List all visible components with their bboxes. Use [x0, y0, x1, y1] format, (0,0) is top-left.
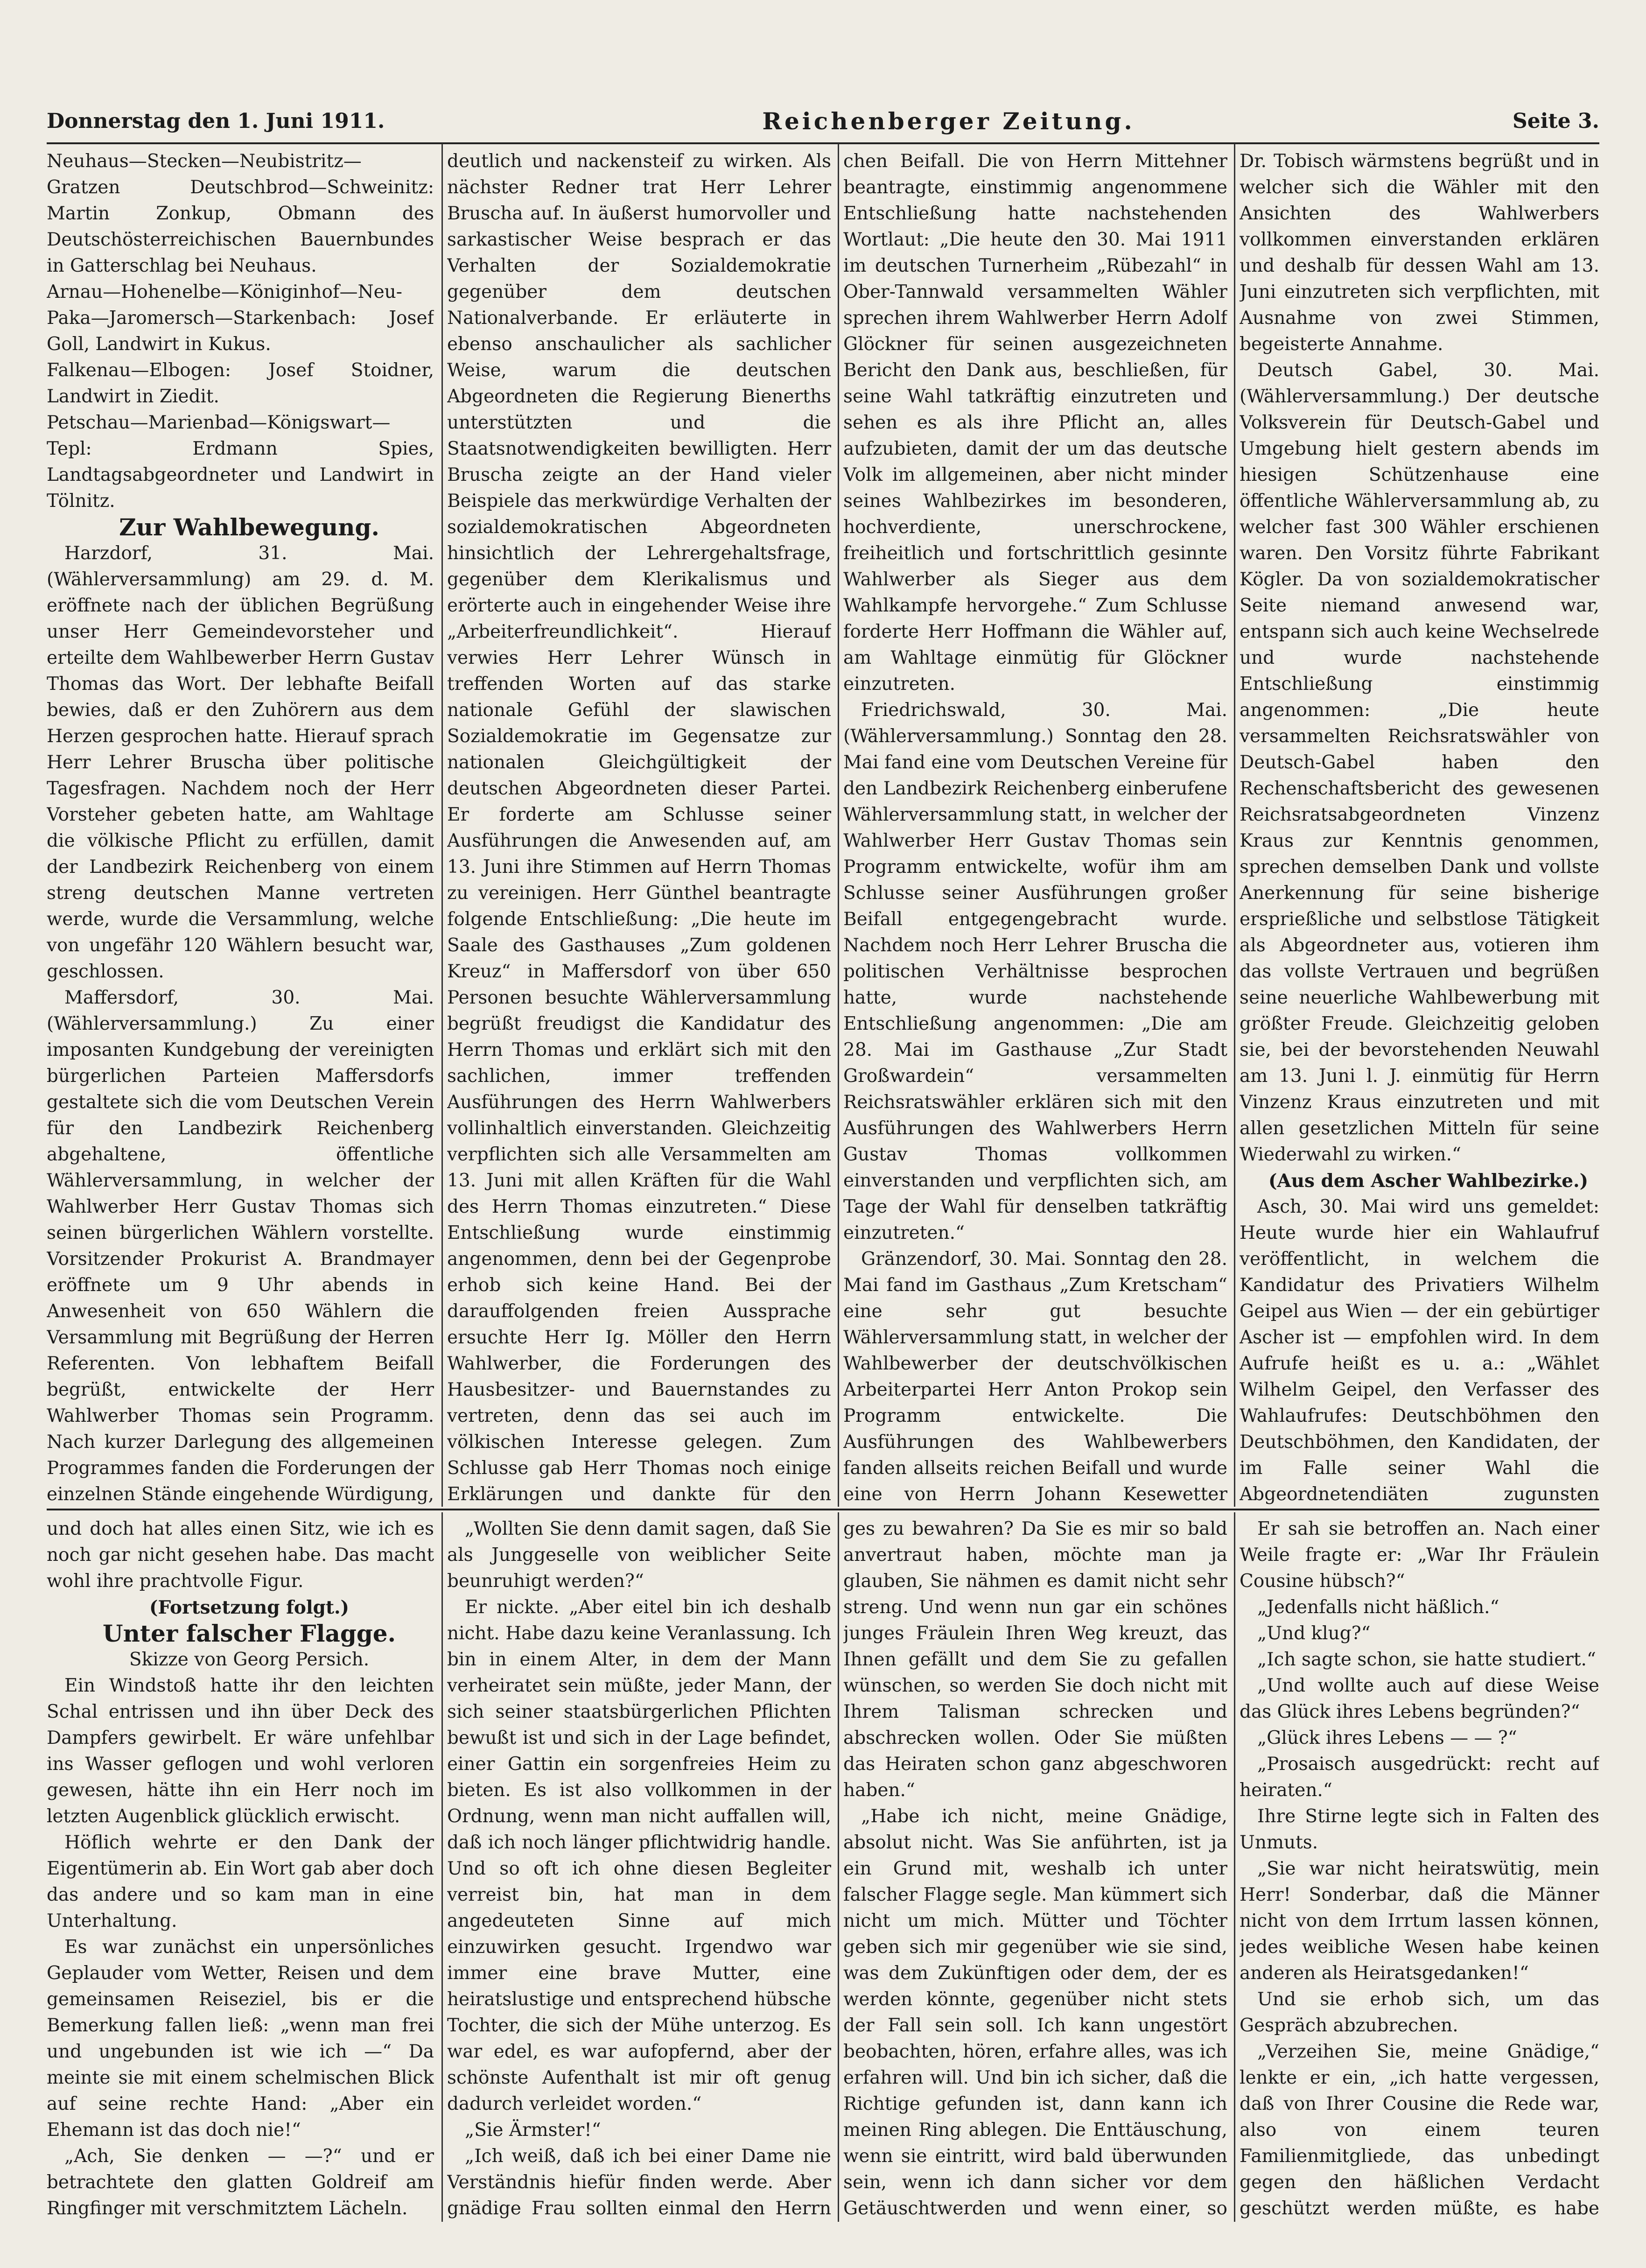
- column-2: [447, 148, 831, 1504]
- story-paragraph: „Und wollte auch auf diese Weise das Glück ihres Lebens begründen?“: [1240, 1675, 1599, 1722]
- story-paragraph: „Ich weiß, daß ich bei einer Dame nie Verständnis hiefür finden werde. Aber gnädige Frau sollten einmal den Herrn: [447, 2146, 831, 2219]
- article-paragraph: Harzdorf, 31. Mai. (Wählerversammlung) am 29. d. M. eröffnete nach der üblichen Begrüßung unser Herr Gemeindevorsteher und erteilte dem Wahlbewerber Herrn Gustav Thomas das Wort. Der lebhafte Beifall bewies, daß er den Zuhörern aus dem Herzen gesprochen hatte. Hierauf sprach Herr Lehrer Bruscha über politische Tagesfragen. Nachdem noch der Herr Vorsteher gebeten hatte, am Wahltage die völkische Pflicht zu erfüllen, damit der Landbezirk Reichenberg von einem streng deutschen Manne vertreten werde, wurde die Versammlung, welche von ungefähr 120 Wählern besucht war, geschlossen.: [47, 543, 434, 982]
- story-paragraph: Er nickte. „Aber eitel bin ich deshalb nicht. Habe dazu keine Veranlassung. Ich bin in einem Alter, in dem der Mann verheiratet sein müßte, jeder Mann, der sich seiner staatsbürgerlichen Pflichten bewußt ist und sich in der Lage befindet, einer Gattin ein sorgenfreies Heim zu bieten. Es ist also vollkommen in der Ordnung, wenn man nicht auffallen will, daß ich noch länger pflichtwidrig handle. Und so oft ich ohne diesen Begleiter verreist bin, hat man in dem angedeuteten Sinne auf mich einzuwirken gesucht. Irgendwo war immer eine brave Mutter, eine heiratslustige und entsprechend hübsche Tochter, die sich der Mühe unterzog. Es war edel, es war aufopfernd, aber der schönste Aufenthalt ist mir oft genug dadurch verleidet worden.“: [447, 1597, 831, 2114]
- feuilleton-column-3: [843, 1516, 1227, 2221]
- story-paragraph: Ihre Stirne legte sich in Falten des Unmuts.: [1240, 1806, 1599, 1853]
- column-rule: [1234, 144, 1235, 1507]
- header-date: Donnerstag den 1. Juni 1911.: [47, 109, 385, 133]
- column-1: [47, 148, 434, 1504]
- story-paragraph: „Ach, Sie denken — —?“ und er betrachtete den glatten Goldreif am Ringfinger mit verschmitztem Lächeln.: [47, 2146, 434, 2219]
- feuilleton-column-4: [1240, 1516, 1599, 2221]
- story-paragraph: Ein Windstoß hatte ihr den leichten Schal entrissen und ihn über Deck des Dampfers gewirbelt. Er wäre unfehlbar ins Wasser geflogen und wohl verloren gewesen, hätte ihn ein Herr noch im letzten Augenblick glücklich erwischt.: [47, 1675, 434, 1827]
- article-paragraph: Friedrichswald, 30. Mai. (Wählerversammlung.) Sonntag den 28. Mai fand eine vom Deutschen Vereine für den Landbezirk Reichenberg einberufene Wählerversammlung statt, in welcher der Wahlwerber Herr Gustav Thomas sein Programm entwickelte, wofür ihm am Schlusse seiner Ausführungen großer Beifall entgegengebracht wurde. Nachdem noch Herr Lehrer Bruscha die politischen Verhältnisse besprochen hatte, wurde nachstehende Entschließung angenommen: „Die am 28. Mai im Gasthause „Zur Stadt Großwardein“ versammelten Reichsratswähler erklären sich mit den Ausführungen des Wahlwerbers Herrn Gustav Thomas vollkommen einverstanden und verpflichten sich, am Tage der Wahl für denselben tatkräftig einzutreten.“: [843, 700, 1227, 1243]
- story-paragraph: „Prosaisch ausgedrückt: recht auf heiraten.“: [1240, 1754, 1599, 1801]
- column-rule: [1234, 1512, 1235, 2222]
- column-3: [843, 148, 1227, 1504]
- article-paragraph: Maffersdorf, 30. Mai. (Wählerversammlung.) Zu einer imposanten Kundgebung der vereinigten bürgerlichen Parteien Maffersdorfs gestaltete sich die vom Deutschen Verein für den Landbezirk Reichenberg abgehaltene, öffentliche Wählerversammlung, in welcher der Wahlwerber Herr Gustav Thomas sich seinen bürgerlichen Wählern vorstellte. Vorsitzender Prokurist A. Brandmayer eröffnete um 9 Uhr abends in Anwesenheit von 650 Wählern die Versammlung mit Begrüßung der Herren Referenten. Von lebhaftem Beifall begrüßt, entwickelte der Herr Wahlwerber Thomas sein Programm. Nach kurzer Darlegung des allgemeinen Programmes fanden die Forderungen der einzelnen Stände eingehende Würdigung,: [47, 987, 434, 1504]
- story-paragraph: „Jedenfalls nicht häßlich.“: [1257, 1597, 1499, 1618]
- feuilleton-column-2: [447, 1516, 831, 2221]
- page-header: [47, 99, 1599, 143]
- candidate-entry: Falkenau—Elbogen: Josef Stoidner, Landwirt in Ziedit.: [47, 360, 434, 407]
- column-rule: [441, 144, 443, 1507]
- story-paragraph: Höflich wehrte er den Dank der Eigentümerin ab. Ein Wort gab aber doch das andere und so kam man in eine Unterhaltung.: [47, 1832, 434, 1931]
- story-paragraph: „Verzeihen Sie, meine Gnädige,“ lenkte er ein, „ich hatte vergessen, daß von Ihrer Cousine die Rede war, also von einem teuren Familienmitgliede, das unbedingt gegen den häßlichen Verdacht geschützt werden müßte, es habe: [1240, 2041, 1599, 2219]
- header-rule: [47, 142, 1599, 144]
- candidate-entry: Petschau—Marienbad—Königswart—Tepl: Erdmann Spies, Landtagsabgeordneter und Landwirt in Tölnitz.: [47, 412, 434, 512]
- story-paragraph: „Sie Ärmster!“: [465, 2120, 601, 2141]
- feuilleton-rule: [47, 1509, 1599, 1510]
- story-paragraph: Es war zunächst ein unpersönliches Geplauder vom Wetter, Reisen und dem gemeinsamen Reiseziel, bis er die Bemerkung fallen ließ: „wenn man frei und ungebunden ist wie ich —“ Da meinte sie mit einem schelmischen Blick auf seine rechte Hand: „Aber ein Ehemann ist das doch nie!“: [47, 1937, 434, 2141]
- story-paragraph: „Wollten Sie denn damit sagen, daß Sie als Junggeselle von weiblicher Seite beunruhigt werden?“: [447, 1518, 831, 1592]
- candidate-entry: Neuhaus—Stecken—Neubistritz—Gratzen Deutschbrod—Schweinitz: Martin Zonkup, Obmann des Deutschösterreichischen Bauernbundes in Gatterschlag bei Neuhaus.: [47, 151, 434, 276]
- article-paragraph: deutlich und nackensteif zu wirken. Als nächster Redner trat Herr Lehrer Bruscha auf. In äußerst humorvoller und sarkastischer Weise besprach er das Verhalten der Sozialdemokratie gegenüber dem deutschen Nationalverbande. Er erläuterte in ebenso anschaulicher als sachlicher Weise, warum die deutschen Abgeordneten die Regierung Bienerths unterstützten und die Staatsnotwendigkeiten bewilligten. Herr Bruscha zeigte an der Hand vieler Beispiele das merkwürdige Verhalten der sozialdemokratischen Abgeordneten hinsichtlich der Lehrergehaltsfrage, gegenüber dem Klerikalismus und erörterte auch in eingehender Weise ihre „Arbeiterfreundlichkeit“. Hierauf verwies Herr Lehrer Wünsch in treffenden Worten auf das starke nationale Gefühl der slawischen Sozialdemokratie im Gegensatze zur nationalen Gleichgültigkeit der deutschen Abgeordneten dieser Partei. Er forderte am Schlusse seiner Ausführungen die Anwesenden auf, am 13. Juni ihre Stimmen auf Herrn Thomas zu vereinigen. Herr Günthel beantragte folgende Entschließung: „Die heute im Saale des Gasthauses „Zum goldenen Kreuz“ in Maffersdorf von über 650 Personen besuchte Wählerversammlung begrüßt freudigst die Kandidatur des Herrn Thomas und erklärt sich mit den sachlichen, immer treffenden Ausführungen des Herrn Wahlwerbers vollinhaltlich einverstanden. Gleichzeitig verpflichten sich alle Versammelten am 13. Juni mit allen Kräften für die Wahl des Herrn Thomas einzutreten.“ Diese Entschließung wurde einstimmig angenommen, denn bei der Gegenprobe erhob sich keine Hand. Bei der darauffolgenden freien Aussprache ersuchte Herr Ig. Möller den Herrn Wahlwerber, die Forderungen des Hausbesitzer- und Bauernstandes zu vertreten, denn das sei auch im völkischen Interesse gelegen. Zum Schlusse gab Herr Thomas noch einige Erklärungen und dankte für den: [447, 151, 831, 1504]
- continuation-note: (Fortsetzung folgt.): [149, 1597, 349, 1618]
- story-paragraph: ges zu bewahren? Da Sie es mir so bald anvertraut haben, möchte man ja glauben, Sie nähmen es damit nicht sehr streng. Und wenn nun gar ein schönes junges Fräulein Ihren Weg kreuzt, das Ihnen gefällt und dem Sie zu gefallen wünschen, so werden Sie doch nicht mit Ihrem Talisman schrecken und abschrecken wollen. Oder Sie müßten das Heiraten schon ganz abgeschworen haben.“: [843, 1518, 1227, 1801]
- section-heading: Zur Wahlbewegung.: [119, 513, 379, 541]
- column-rule: [838, 1512, 839, 2222]
- story-paragraph: „Habe ich nicht, meine Gnädige, absolut nicht. Was Sie anführten, ist ja ein Grund mit, weshalb ich unter falscher Flagge segle. Man kümmert sich nicht um mich. Mütter und Töchter geben sich mir gegenüber wie sie sind, was dem Zukünftigen oder dem, der es werden könnte, gegenüber nicht stets der Fall sein soll. Ich kann ungestört beobachten, hören, erfahre alles, was ich erfahren will. Und bin ich sicher, daß die Richtige gefunden ist, dann kann ich meinen Ring ablegen. Die Enttäuschung, wenn sie eintritt, wird bald überwunden sein, wenn ich dann sicher vor dem Getäuschtwerden und wenn einer, so: [843, 1806, 1227, 2219]
- section-subheading: (Aus dem Ascher Wahlbezirke.): [1268, 1170, 1589, 1192]
- candidate-entry: Arnau—Hohenelbe—Königinhof—Neu-Paka—Jaromersch—Starkenbach: Josef Goll, Landwirt in Kukus.: [47, 281, 434, 355]
- story-paragraph: „Sie war nicht heiratswütig, mein Herr! Sonderbar, daß die Männer nicht von dem Irrtum lassen können, jedes weibliche Wesen habe keinen anderen als Heiratsgedanken!“: [1240, 1858, 1599, 1984]
- story-paragraph: „Ich sagte schon, sie hatte studiert.“: [1257, 1649, 1596, 1670]
- column-rule: [838, 144, 839, 1507]
- story-title: Unter falscher Flagge.: [102, 1620, 396, 1647]
- column-4: [1240, 148, 1599, 1504]
- article-paragraph: chen Beifall. Die von Herrn Mittehner beantragte, einstimmig angenommene Entschließung hatte nachstehenden Wortlaut: „Die heute den 30. Mai 1911 im deutschen Turnerheim „Rübezahl“ in Ober-Tannwald versammelten Wähler sprechen ihrem Wahlwerber Herrn Adolf Glöckner für seinen ausgezeichneten Bericht den Dank aus, beschließen, für seine Wahl tatkräftig einzutreten und sehen es als ihre Pflicht an, alles aufzubieten, damit der um das deutsche Volk im allgemeinen, aber nicht minder seines Wahlbezirkes im besonderen, hochverdiente, unerschrockene, freiheitlich und fortschrittlich gesinnte Wahlwerber als Sieger aus dem Wahlkampfe hervorgehe.“ Zum Schlusse forderte Herr Hoffmann die Wähler auf, am Wahltage einmütig für Glöckner einzutreten.: [843, 151, 1227, 695]
- story-paragraph: Und sie erhob sich, um das Gespräch abzubrechen.: [1240, 1989, 1599, 2036]
- page-number: Seite 3.: [1512, 109, 1599, 133]
- serial-ending: und doch hat alles einen Sitz, wie ich es noch gar nicht gesehen habe. Das macht wohl ihre prachtvolle Figur.: [47, 1518, 434, 1592]
- article-paragraph: Asch, 30. Mai wird uns gemeldet: Heute wurde hier ein Wahlaufruf veröffentlicht, in welchem die Kandidatur des Privatiers Wilhelm Geipel aus Wien — der ein gebürtiger Ascher ist — empfohlen wird. In dem Aufrufe heißt es u. a.: „Wählet Wilhelm Geipel, den Verfasser des Wahlaufrufes: Deutschböhmen den Deutschböhmen, den Kandidaten, der im Falle seiner Wahl die Abgeordnetendiäten zugunsten: [1240, 1196, 1599, 1504]
- feuilleton-column-1: [47, 1516, 434, 2221]
- article-paragraph: Gränzendorf, 30. Mai. Sonntag den 28. Mai fand im Gasthaus „Zum Kretscham“ eine sehr gut besuchte Wählerversammlung statt, in welcher der Wahlbewerber der deutschvölkischen Arbeiterpartei Herr Anton Prokop sein Programm entwickelte. Die Ausführungen des Wahlbewerbers fanden allseits reichen Beifall und wurde eine von Herrn Johann Kesewetter: [843, 1249, 1227, 1504]
- column-rule: [441, 1512, 443, 2222]
- article-paragraph: Dr. Tobisch wärmstens begrüßt und in welcher sich die Wähler mit den Ansichten des Wahlwerbers vollkommen einverstanden erklären und deshalb für dessen Wahl am 13. Juni einzutreten sich verpflichten, mit Ausnahme von zwei Stimmen, begeisterte Annahme.: [1240, 151, 1599, 355]
- masthead: Reichenberger Zeitung.: [762, 107, 1135, 135]
- story-paragraph: Er sah sie betroffen an. Nach einer Weile fragte er: „War Ihr Fräulein Cousine hübsch?“: [1240, 1518, 1599, 1592]
- story-paragraph: „Und klug?“: [1257, 1623, 1371, 1644]
- story-paragraph: „Glück ihres Lebens — — ?“: [1257, 1727, 1517, 1748]
- article-paragraph: Deutsch Gabel, 30. Mai. (Wählerversammlung.) Der deutsche Volksverein für Deutsch-Gabel und Umgebung hielt gestern abends im hiesigen Schützenhause eine öffentliche Wählerversammlung ab, zu welcher fast 300 Wähler erschienen waren. Den Vorsitz führte Fabrikant Kögler. Da von sozialdemokratischer Seite niemand anwesend war, entspann sich auch keine Wechselrede und wurde nachstehende Entschließung einstimmig angenommen: „Die heute versammelten Reichsratswähler von Deutsch-Gabel haben den Rechenschaftsbericht des gewesenen Reichsratsabgeordneten Vinzenz Kraus zur Kenntnis genommen, sprechen demselben Dank und vollste Anerkennung für seine bisherige ersprießliche und selbstlose Tätigkeit als Abgeordneter aus, votieren ihm das vollste Vertrauen und begrüßen seine neuerliche Wahlbewerbung mit größter Freude. Gleichzeitig geloben sie, bei der bevorstehenden Neuwahl am 13. Juni l. J. einmütig für Herrn Vinzenz Kraus einzutreten und mit allen gesetzlichen Mitteln für seine Wiederwahl zu wirken.“: [1240, 360, 1599, 1165]
- story-byline: Skizze von Georg Persich.: [129, 1649, 370, 1670]
